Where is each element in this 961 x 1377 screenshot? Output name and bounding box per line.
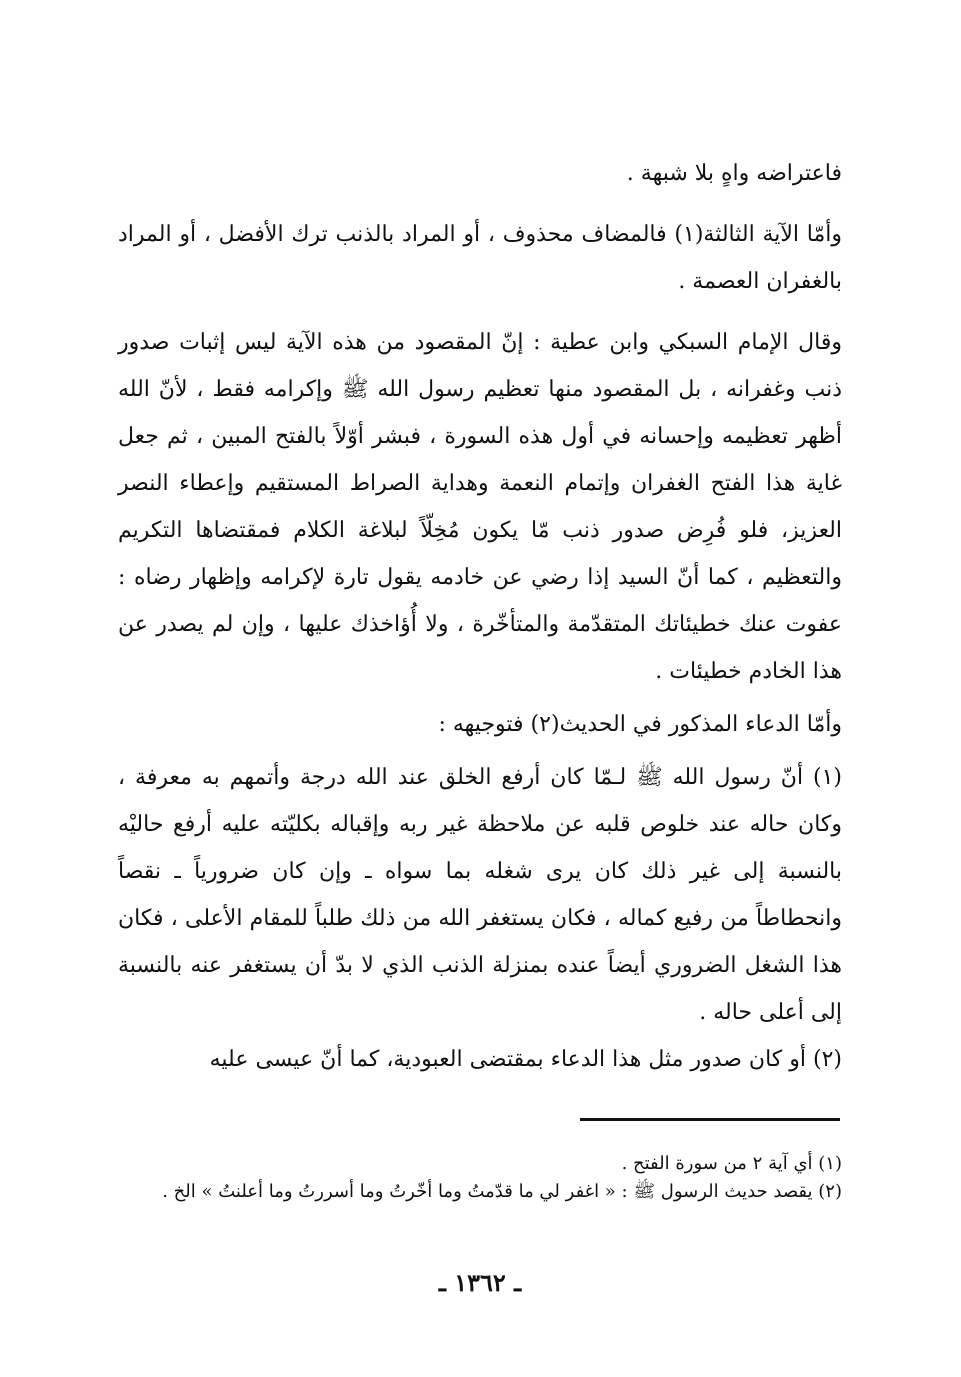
paragraph-6: (٢) أو كان صدور مثل هذا الدعاء بمقتضى العبودية، كما أنّ عيسى عليه xyxy=(209,1047,842,1072)
paragraph-2: وأمّا الآية الثالثة(١) فالمضاف محذوف ، أو المراد بالذنب ترك الأفضل ، أو المراد بالغفران العصمة . xyxy=(118,222,842,294)
footnote-1: (١) أي آية ٢ من سورة الفتح . xyxy=(621,1153,842,1174)
footnote-2: (٢) يقصد حديث الرسول ﷺ : « اغفر لي ما قدّمتُ وما أخّرتُ وما أسررتُ وما أعلنتُ » الخ . xyxy=(162,1181,842,1202)
main-text xyxy=(118,150,842,1083)
footnote-divider xyxy=(580,1118,840,1121)
paragraph-3: وقال الإمام السبكي وابن عطية : إنّ المقصود من هذه الآية ليس إثبات صدور ذنب وغفرانه ، بل المقصود منها تعظيم رسول الله ﷺ وإكرامه فقط ، لأنّ الله أظهر تعظيمه وإحسانه في أول هذه السورة ، فبشر أوّلاً بالفتح المبين ، ثم جعل غاية هذا الفتح الغفران وإتمام النعمة وهداية الصراط المستقيم وإعطاء النصر العزيز، فلو فُرِض صدور ذنب مّا يكون مُخِلّاً لبلاغة الكلام فمقتضاها التكريم والتعظيم ، كما أنّ السيد إذا رضي عن خادمه يقول تارة لإكرامه وإظهار رضاه : عفوت عنك خطيئاتك المتقدّمة والمتأخّرة ، ولا أُؤاخذك عليها ، وإن لم يصدر عن هذا الخادم خطيئات . xyxy=(118,330,842,684)
page-number: ـ ١٣٦٢ ـ xyxy=(438,1268,522,1297)
paragraph-4: وأمّا الدعاء المذكور في الحديث(٢) فتوجيهه : xyxy=(438,712,842,737)
paragraph-5: (١) أنّ رسول الله ﷺ لـمّا كان أرفع الخلق عند الله درجة وأتمهم به معرفة ، وكان حاله عند خلوص قلبه عن ملاحظة غير ربه وإقباله بكليّته عليه أرفع حاليْه بالنسبة إلى غير ذلك كان يرى شغله بما سواه ـ وإن كان ضرورياً ـ نقصاً وانحطاطاً من رفيع كماله ، فكان يستغفر الله من ذلك طلباً للمقام الأعلى ، فكان هذا الشغل الضروري أيضاً عنده بمنزلة الذنب الذي لا بدّ أن يستغفر عنه بالنسبة إلى أعلى حاله . xyxy=(118,765,842,1025)
footnotes xyxy=(118,1150,842,1206)
paragraph-1: فاعتراضه واهٍ بلا شبهة . xyxy=(626,161,842,186)
